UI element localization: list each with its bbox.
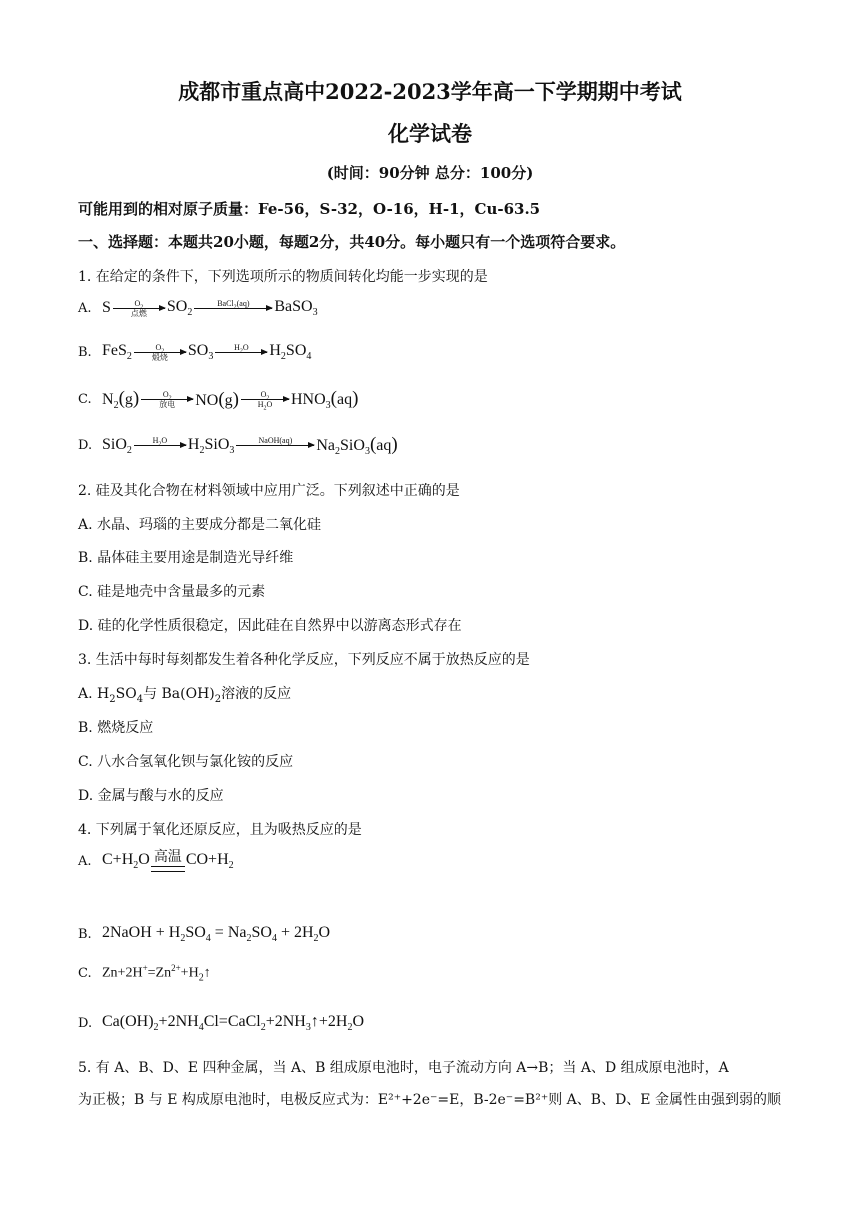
reaction-arrow: BaCl (aq) [194, 299, 272, 318]
formula: $Ca(OH)_2+2NH_4Cl=CaCl_2+2NH_3↑+2H_2O$ [102, 1013, 364, 1034]
formula: NO(g) [195, 388, 239, 410]
reaction-arrow: H O [134, 436, 186, 455]
q2-option-b: B. 晶体硅主要用途是制造光导纤维 [78, 550, 294, 566]
option-label: B. [78, 344, 92, 360]
q3-stem: 3. 生活中每时每刻都发生着各种化学反应，下列反应不属于放热反应的是 [78, 652, 530, 668]
formula: S [102, 299, 111, 317]
formula: $H_2SiO_3$ [187, 435, 235, 456]
q1-option-d [78, 434, 398, 457]
q1-option-c [78, 388, 358, 411]
q4-option-d [78, 1013, 364, 1033]
formula: $CO+H_2$ [185, 850, 234, 872]
option-label: B. [78, 926, 92, 942]
q1-stem: 1. 在给定的条件下，下列选项所示的物质间转化均能一步实现的是 [78, 269, 488, 285]
q3-option-d: D. 金属与酸与水的反应 [78, 788, 224, 804]
reaction-arrow: O $H_2O$ [241, 390, 289, 409]
option-label: D. [78, 1015, 93, 1031]
formula: $Na_2SiO_3(aq)$ [316, 434, 398, 458]
q2-option-d: D. 硅的化学性质很稳定，因此硅在自然界中以游离态形式存在 [78, 618, 462, 634]
exam-subtitle: 化学试卷 [388, 121, 472, 146]
q2-option-a: A. 水晶、玛瑙的主要成分都是二氧化硅 [78, 517, 322, 533]
formula: $C+H_2O$ [102, 850, 150, 872]
q3-option-a: A. $H_2SO_4$与 $Ba(OH)_2$溶液的反应 [78, 686, 292, 705]
option-label: C. [78, 392, 92, 408]
formula: FeS$_2$ [102, 342, 132, 363]
q4-option-c [78, 963, 211, 983]
formula: $SO_3$ [187, 342, 214, 363]
formula: $SO_2$ [166, 298, 193, 319]
reaction-equals: 高温 [151, 850, 185, 872]
formula: 2NaOH + $H_2SO_4 = Na_2SO_4 + 2H_2O$ [102, 924, 331, 945]
atomic-masses: 可能用到的相对原子质量：Fe-56，S-32，O-16，H-1，Cu-63.5 [78, 200, 541, 218]
section-heading: 一、选择题：本题共20小题，每题2分，共40分。每小题只有一个选项符合要求。 [78, 233, 626, 251]
q4-stem: 4. 下列属于氧化还原反应，且为吸热反应的是 [78, 822, 362, 838]
reaction-arrow: H O [215, 343, 267, 362]
reaction-arrow: O 放电 [141, 390, 193, 409]
q1-option-b [78, 342, 311, 362]
q4-option-b [78, 924, 330, 944]
q1-option-a [78, 298, 318, 318]
exam-info: (时间：90分钟 总分：100分) [326, 164, 534, 182]
option-label: D. [78, 438, 93, 454]
q5-line2: 为正极；B 与 E 构成原电池时，电极反应式为：E²⁺+2e⁻=E，B-2e⁻=B²⁺则 A、B、D、E 金属性由强到弱的顺 [78, 1092, 781, 1108]
q2-option-c: C. 硅是地壳中含量最多的元素 [78, 584, 266, 600]
q3-option-c: C. 八水合氢氧化钡与氯化铵的反应 [78, 754, 294, 770]
q3-option-b: B. 燃烧反应 [78, 720, 154, 736]
option-label: A. [78, 300, 92, 316]
formula: $N_2(g)$ [102, 388, 140, 412]
option-label: A. [78, 853, 92, 869]
q4-option-a [78, 850, 234, 872]
formula: BaSO$_3$ [274, 298, 318, 319]
reaction-arrow: O 煅烧 [134, 343, 186, 362]
formula: $Zn+2H^+=Zn^{2+}+H_2↑$ [102, 963, 211, 984]
reaction-arrow: NaOH(aq) [236, 436, 314, 455]
q5-line1: 5. 有 A、B、D、E 四种金属，当 A、B 组成原电池时，电子流动方向 A→B；当 A、D 组成原电池时，A [78, 1060, 729, 1076]
q2-stem: 2. 硅及其化合物在材料领域中应用广泛。下列叙述中正确的是 [78, 483, 460, 499]
reaction-arrow: O 点燃 [113, 299, 165, 318]
option-label: C. [78, 965, 92, 981]
formula: SiO$_2$ [102, 435, 132, 456]
exam-title: 成都市重点高中2022-2023学年高一下学期期中考试 [178, 79, 682, 104]
formula: $HNO_3(aq)$ [290, 388, 359, 412]
formula: $H_2SO_4$ [269, 342, 312, 363]
